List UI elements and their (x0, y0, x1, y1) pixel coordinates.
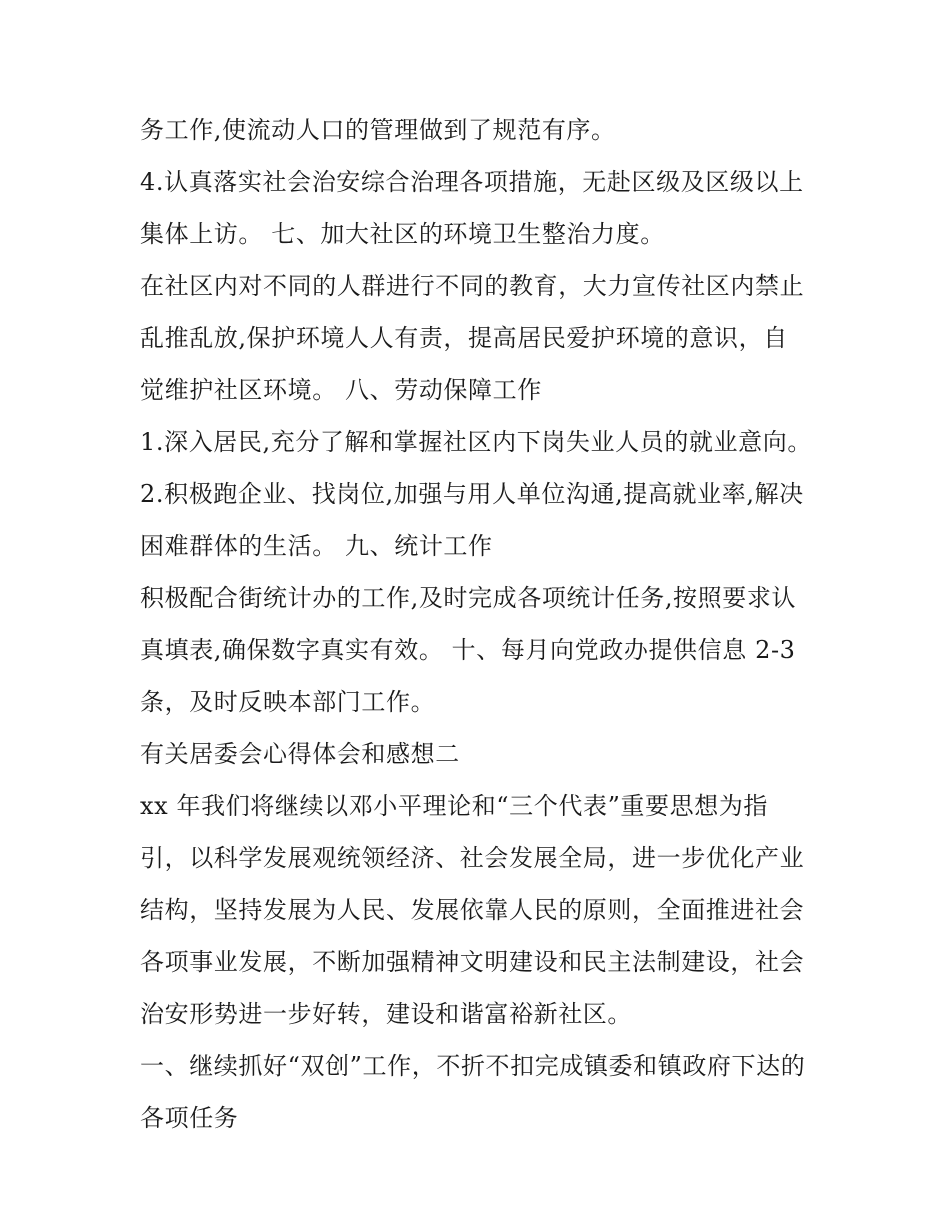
text-line: 条，及时反映本部门工作。 (140, 688, 436, 716)
text-line: 一、继续抓好“双创”工作，不折不扣完成镇委和镇政府下达的 (140, 1052, 806, 1080)
text-line: 困难群体的生活。 九、统计工作 (140, 532, 493, 560)
text-line: 4.认真落实社会治安综合治理各项措施，无赴区级及区级以上 (140, 168, 804, 196)
text-line: 真填表,确保数字真实有效。 十、每月向党政办提供信息 2-3 (140, 636, 796, 664)
text-line: xx 年我们将继续以邓小平理论和“三个代表”重要思想为指 (140, 792, 769, 820)
text-line: 1.深入居民,充分了解和掌握社区内下岗失业人员的就业意向。 (140, 428, 812, 456)
text-line: 2.积极跑企业、找岗位,加强与用人单位沟通,提高就业率,解决 (140, 480, 804, 508)
text-line: 集体上访。 七、加大社区的环境卫生整治力度。 (140, 220, 665, 248)
text-line: 在社区内对不同的人群进行不同的教育，大力宣传社区内禁止 (140, 272, 805, 300)
text-line: 治安形势进一步好转，建设和谐富裕新社区。 (140, 1000, 632, 1028)
text-line: 积极配合街统计办的工作,及时完成各项统计任务,按照要求认 (140, 584, 797, 612)
text-line: 觉维护社区环境。 八、劳动保障工作 (140, 376, 542, 404)
document-body (140, 104, 830, 1144)
text-line: 乱推乱放,保护环境人人有责，提高居民爱护环境的意识，自 (140, 324, 788, 352)
text-line: 结构，坚持发展为人民、发展依靠人民的原则，全面推进社会 (140, 896, 805, 924)
text-line: 引，以科学发展观统领经济、社会发展全局，进一步优化产业 (140, 844, 805, 872)
text-line: 各项任务 (140, 1104, 239, 1132)
text-line: 务工作,使流动人口的管理做到了规范有序。 (140, 116, 616, 144)
section-heading: 有关居委会心得体会和感想二 (140, 740, 460, 768)
text-line: 各项事业发展，不断加强精神文明建设和民主法制建设，社会 (140, 948, 805, 976)
